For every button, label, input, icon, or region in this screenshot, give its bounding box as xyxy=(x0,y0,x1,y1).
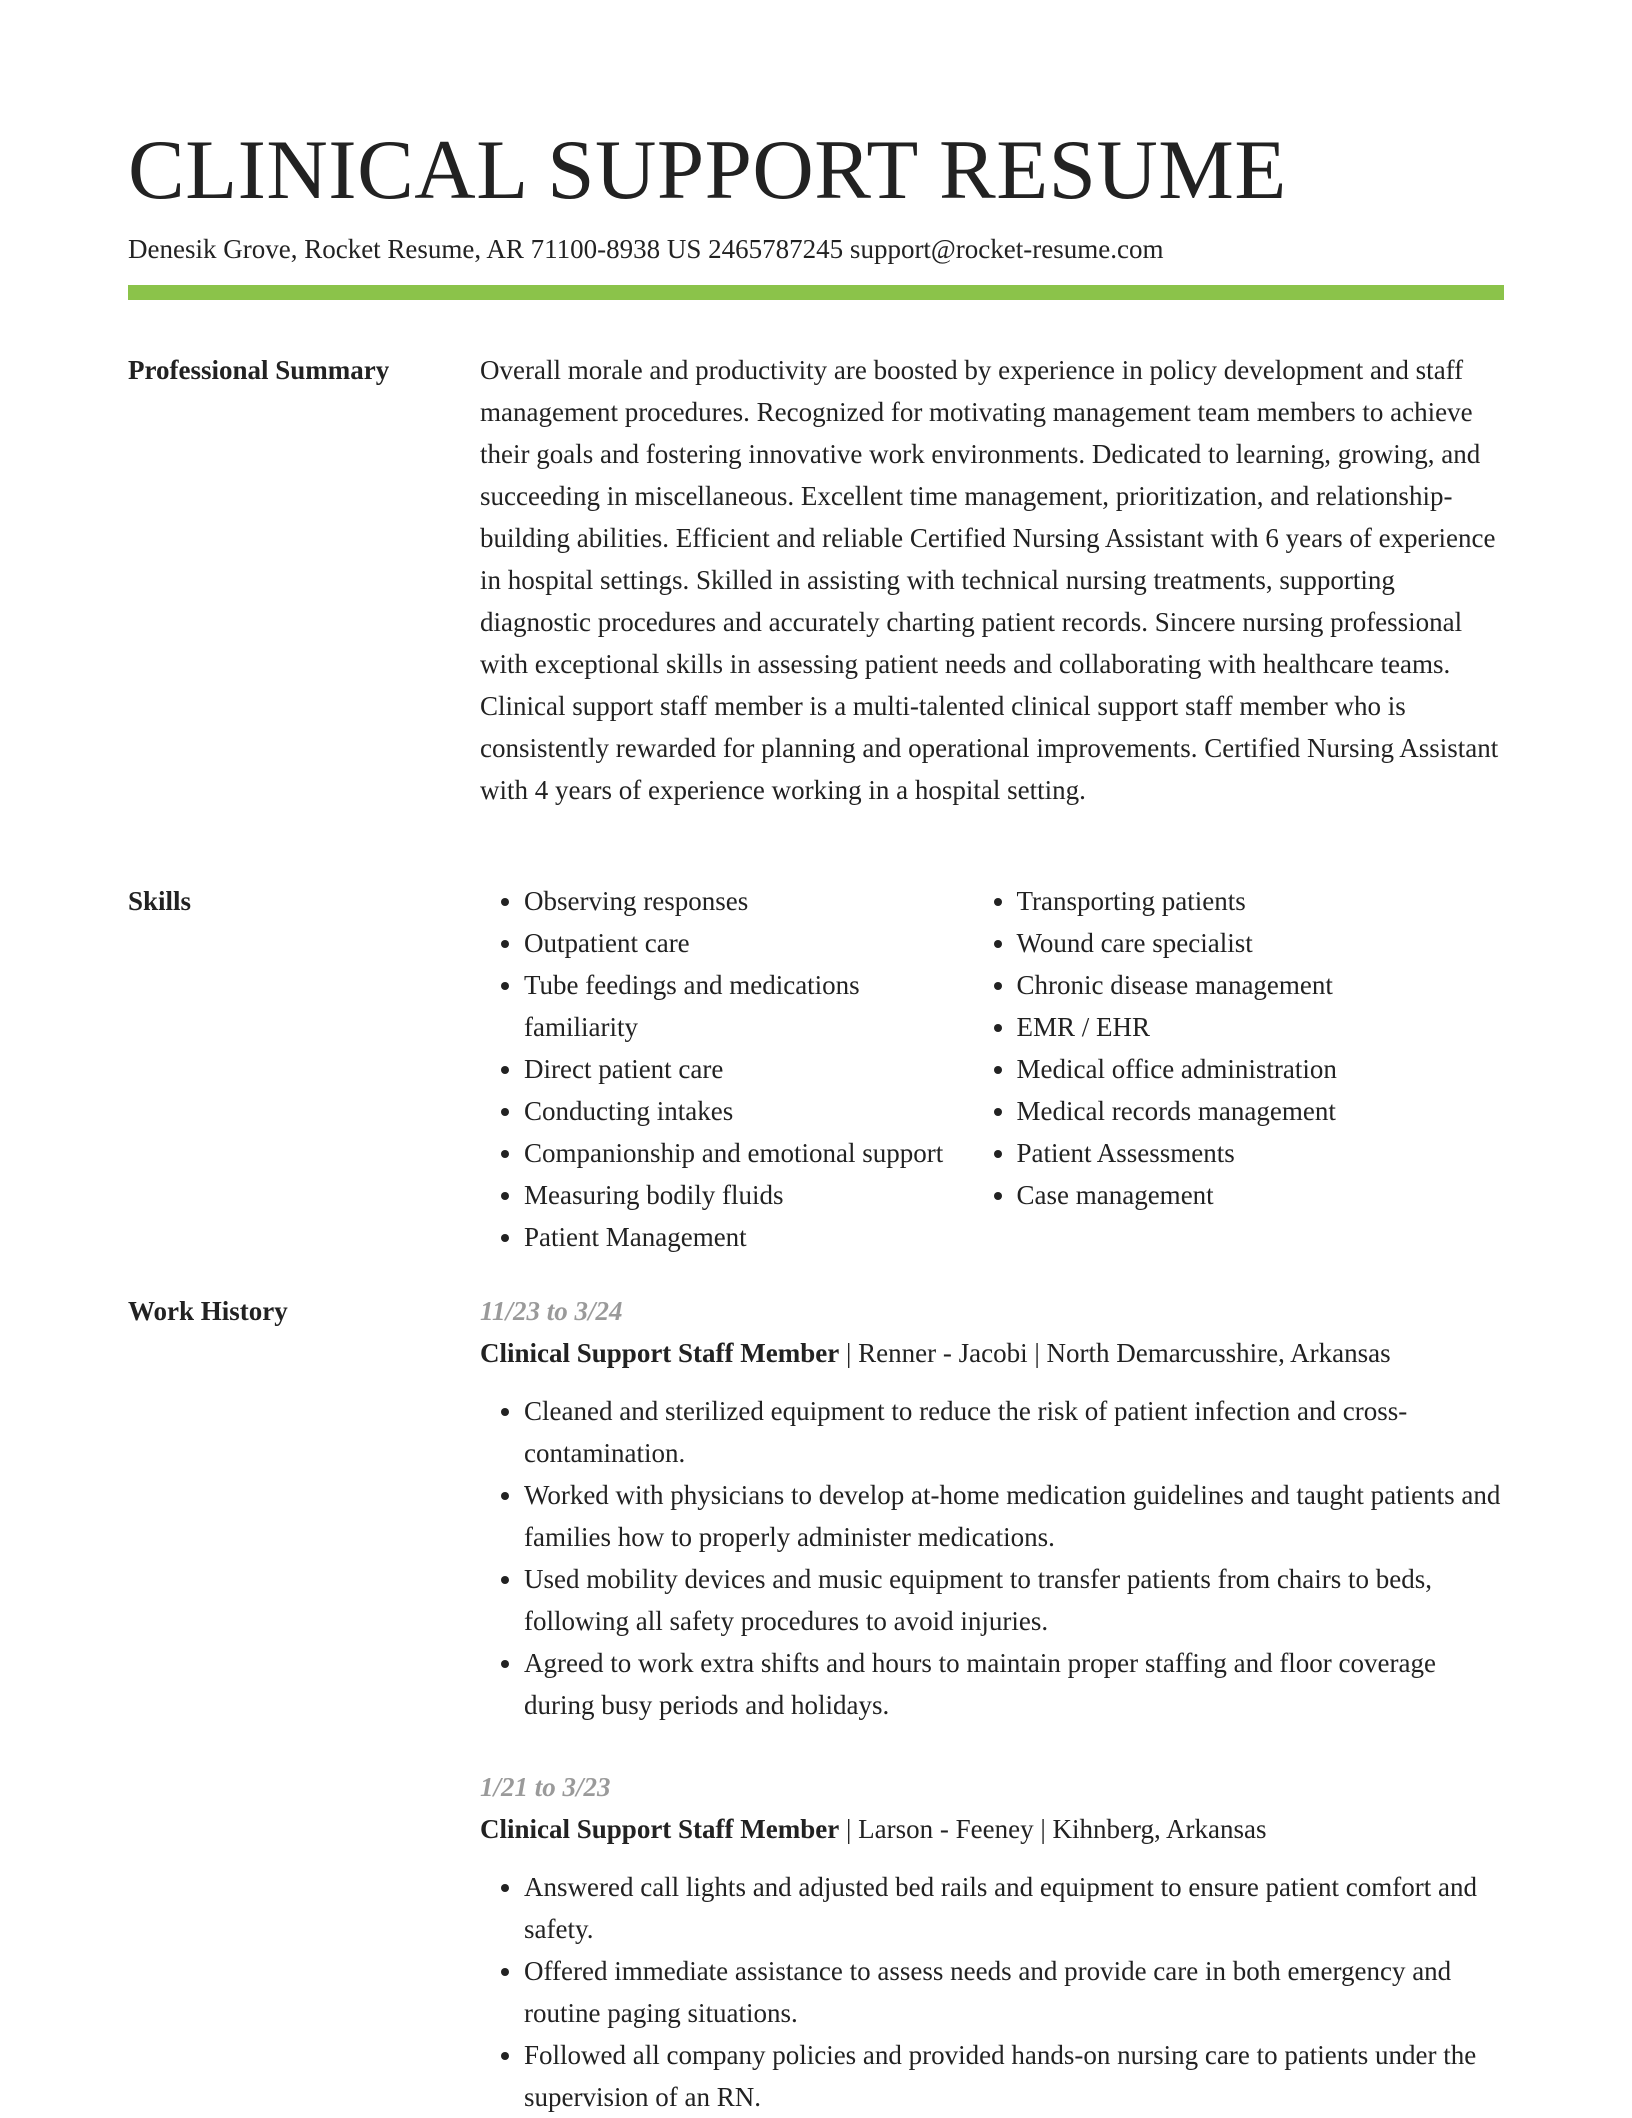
job-bullet: • Worked with physicians to develop at-home medication guidelines and taught patients and families how to properly administer medications. xyxy=(524,1474,1504,1558)
skill-item: • Conducting intakes xyxy=(524,1090,973,1132)
job-bullet: • Cleaned and sterilized equipment to reduce the risk of patient infection and cross-contamination. xyxy=(524,1390,1504,1474)
job-bullet: • Followed all company policies and provided hands-on nursing care to patients under the supervision of an RN. xyxy=(524,2034,1504,2118)
skill-item: • Chronic disease management xyxy=(1017,964,1505,1006)
skill-item: • Tube feedings and medications familiarity xyxy=(524,964,973,1048)
job-entry xyxy=(480,1766,1504,2118)
skill-item: • Medical office administration xyxy=(1017,1048,1505,1090)
skill-item: • Direct patient care xyxy=(524,1048,973,1090)
job-title: Clinical Support Staff Member xyxy=(480,1814,840,1844)
summary-text: Overall morale and productivity are boosted by experience in policy development and staff management procedures. Recognized for motivating management team members to achieve their goals and fostering innovative work environments. Dedicated to learning, growing, and succeeding in miscellaneous. Excellent time management, prioritization, and relationship-building abilities. Efficient and reliable Certified Nursing Assistant with 6 years of experience in hospital settings. Skilled in assisting with technical nursing treatments, supporting diagnostic procedures and accurately charting patient records. Sincere nursing professional with exceptional skills in assessing patient needs and collaborating with healthcare teams. Clinical support staff member is a multi-talented clinical support staff member who is consistently rewarded for planning and operational improvements. Certified Nursing Assistant with 4 years of experience working in a hospital setting. xyxy=(480,355,1499,805)
job-entry xyxy=(480,1290,1504,1726)
skills-list-left xyxy=(480,880,973,1258)
work-history-heading: Work History xyxy=(128,1296,288,1326)
job-heading xyxy=(480,1808,1504,1850)
contact-line: Denesik Grove, Rocket Resume, AR 71100-8938 US 2465787245 support@rocket-resume.com xyxy=(128,234,1164,264)
skills-list-right xyxy=(973,880,1505,1258)
accent-divider xyxy=(128,285,1504,300)
job-dates: 11/23 to 3/24 xyxy=(480,1296,623,1326)
job-bullet: • Answered call lights and adjusted bed rails and equipment to ensure patient comfort and safety. xyxy=(524,1866,1504,1950)
skill-item: • Medical records management xyxy=(1017,1090,1505,1132)
skill-item: • Companionship and emotional support xyxy=(524,1132,973,1174)
job-dates: 1/21 to 3/23 xyxy=(480,1772,611,1802)
job-bullet: • Offered immediate assistance to assess needs and provide care in both emergency and routine paging situations. xyxy=(524,1950,1504,2034)
summary-body xyxy=(480,349,1504,811)
job-title: Clinical Support Staff Member xyxy=(480,1338,840,1368)
skills-columns xyxy=(480,880,1504,1258)
job-bullet-list xyxy=(480,1866,1504,2118)
skill-item: • EMR / EHR xyxy=(1017,1006,1505,1048)
job-bullet: • Agreed to work extra shifts and hours to maintain proper staffing and floor coverage during busy periods and holidays. xyxy=(524,1642,1504,1726)
skill-item: • Outpatient care xyxy=(524,922,973,964)
skill-item: • Observing responses xyxy=(524,880,973,922)
skill-item: • Patient Management xyxy=(524,1216,973,1258)
skill-item: • Case management xyxy=(1017,1174,1505,1216)
summary-heading: Professional Summary xyxy=(128,355,390,385)
skill-item: • Transporting patients xyxy=(1017,880,1505,922)
job-bullet: • Used mobility devices and music equipment to transfer patients from chairs to beds, following all safety procedures to avoid injuries. xyxy=(524,1558,1504,1642)
skill-item: • Measuring bodily fluids xyxy=(524,1174,973,1216)
skill-item: • Patient Assessments xyxy=(1017,1132,1505,1174)
job-heading xyxy=(480,1332,1504,1374)
skills-heading: Skills xyxy=(128,886,192,916)
job-details: | Renner - Jacobi | North Demarcusshire, Arkansas xyxy=(839,1338,1391,1368)
skill-item: • Wound care specialist xyxy=(1017,922,1505,964)
work-history-body xyxy=(480,1290,1504,2118)
job-bullet-list xyxy=(480,1390,1504,1726)
resume-title: CLINICAL SUPPORT RESUME xyxy=(128,123,1287,217)
job-details: | Larson - Feeney | Kihnberg, Arkansas xyxy=(839,1814,1267,1844)
skills-body xyxy=(480,880,1504,1258)
